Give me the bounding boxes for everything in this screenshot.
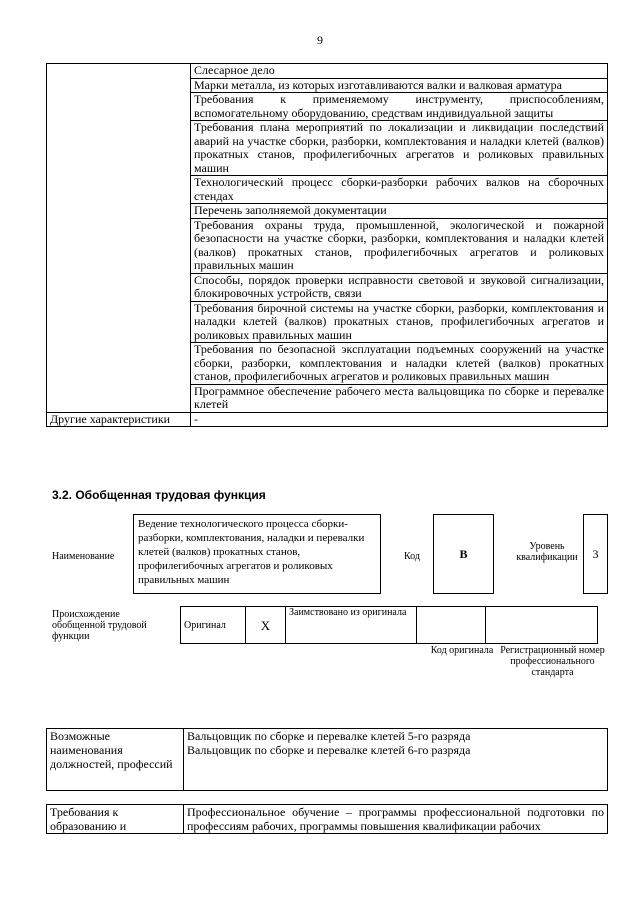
name-label: Наименование bbox=[52, 551, 115, 562]
knowledge-row: Требования охраны труда, промышленной, экологической и пожарной безопасности на участке сборки, разборки, комплектования и наладки клетей (валков) прокатных станов, профилегибочных агрегатов и роликовых правильных машин bbox=[191, 218, 608, 273]
knowledge-row: Технологический процесс сборки-разборки рабочих валков на сборочных стендах bbox=[191, 176, 608, 204]
code-box: B bbox=[433, 514, 494, 594]
reg-number-caption: Регистрационный номер профессионального стандарта bbox=[500, 645, 605, 678]
level-box: 3 bbox=[583, 514, 608, 594]
knowledge-row: Требования по безопасной эксплуатации подъемных сооружений на участке сборки, разборки, комплектования и наладки клетей (валков) прокатных станов, профилегибочных агрегатов и роликовых правильных машин bbox=[191, 343, 608, 385]
other-characteristics-label: Другие характеристики bbox=[47, 412, 191, 427]
knowledge-row: Слесарное дело bbox=[191, 64, 608, 79]
code-original-caption: Код оригинала bbox=[430, 645, 494, 656]
knowledge-row: Способы, порядок проверки исправности световой и звуковой сигнализации, блокировочных устройств, связи bbox=[191, 273, 608, 301]
positions-values bbox=[184, 729, 608, 791]
education-value: Профессиональное обучение – программы профессиональной подготовки по профессиям рабочих, программы повышения квалификации рабочих bbox=[184, 805, 608, 834]
origin-code-cell bbox=[417, 607, 486, 644]
education-label: Требования к образованию и bbox=[47, 805, 184, 834]
page-number: 9 bbox=[317, 33, 323, 47]
empty-label-cell bbox=[47, 64, 191, 413]
other-characteristics-value: - bbox=[191, 412, 608, 427]
knowledge-row: Требования бирочной системы на участке сборки, разборки, комплектования и наладки клетей (валков) прокатных станов, профилегибочных агрегатов и роликовых правильных машин bbox=[191, 301, 608, 343]
knowledge-row: Требования плана мероприятий по локализации и ликвидации последствий аварий на участке сборки, разборки, комплектования и наладки клетей (валков) прокатных станов, профилегибочных агрегатов и роликовых правильных машин bbox=[191, 121, 608, 176]
original-label: Оригинал bbox=[181, 607, 246, 644]
original-mark: X bbox=[246, 607, 286, 644]
knowledge-row: Программное обеспечение рабочего места вальцовщика по сборке и перевалке клетей bbox=[191, 384, 608, 412]
origin-label: Происхождение обобщенной трудовой функции bbox=[52, 609, 147, 642]
level-label: Уровень квалификации bbox=[516, 541, 578, 563]
knowledge-row: Марки металла, из которых изготавливаются валки и валковая арматура bbox=[191, 78, 608, 93]
borrowed-label: Заимствовано из оригинала bbox=[286, 607, 417, 644]
positions-table bbox=[46, 728, 608, 791]
knowledge-row: Требования к применяемому инструменту, приспособлениям, вспомогательному оборудованию, средствам индивидуальной защиты bbox=[191, 93, 608, 121]
position-item: Вальцовщик по сборке и перевалке клетей 5-го разряда bbox=[187, 729, 471, 743]
position-item: Вальцовщик по сборке и перевалке клетей 6-го разряда bbox=[187, 743, 471, 757]
education-table bbox=[46, 804, 608, 834]
code-label: Код bbox=[404, 551, 420, 562]
section-title: 3.2. Обобщенная трудовая функция bbox=[52, 488, 266, 502]
positions-label: Возможные наименования должностей, профессий bbox=[47, 729, 184, 791]
origin-table bbox=[180, 606, 598, 644]
knowledge-table bbox=[46, 63, 608, 427]
function-name-box: Ведение технологического процесса сборки-разборки, комплектования, наладки и перевалки клетей (валков) прокатных станов, профилегибочных агрегатов и роликовых правильных машин bbox=[133, 514, 381, 594]
knowledge-row: Перечень заполняемой документации bbox=[191, 204, 608, 219]
reg-number-cell bbox=[486, 607, 598, 644]
